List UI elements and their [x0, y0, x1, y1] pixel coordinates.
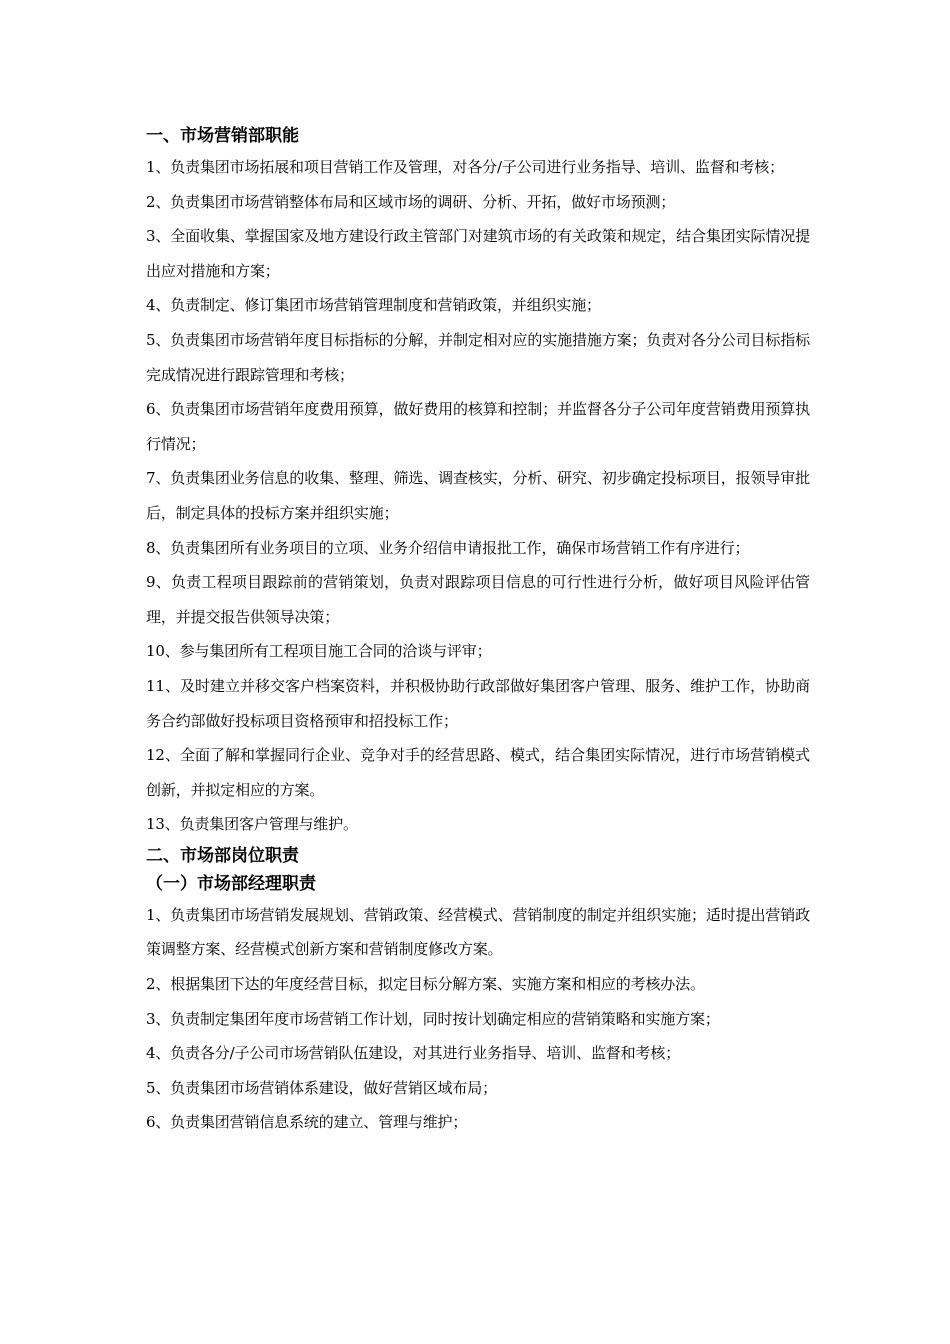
list-item: 9、负责工程项目跟踪前的营销策划，负责对跟踪项目信息的可行性进行分析，做好项目风险评估管理，并提交报告供领导决策； — [146, 573, 810, 626]
list-item: 4、负责各分/子公司市场营销队伍建设，对其进行业务指导、培训、监督和考核； — [146, 1044, 681, 1063]
list-item: 2、根据集团下达的年度经营目标，拟定目标分解方案、实施方案和相应的考核办法。 — [146, 975, 705, 994]
list-item: 5、负责集团市场营销年度目标指标的分解，并制定相对应的实施措施方案；负责对各分公司目标指标完成情况进行跟踪管理和考核； — [146, 330, 810, 384]
list-item: 6、负责集团营销信息系统的建立、管理与维护； — [146, 1113, 468, 1132]
subsection-1-title: （一）市场部经理职责 — [146, 873, 316, 894]
section-2-title: 二、市场部岗位职责 — [146, 845, 299, 866]
section-1-title: 一、市场营销部职能 — [146, 126, 299, 146]
list-item: 6、负责集团市场营销年度费用预算，做好费用的核算和控制；并监督各分子公司年度营销费用预算执行情况； — [146, 400, 810, 453]
list-item: 2、负责集团市场营销整体布局和区域市场的调研、分析、开拓，做好市场预测； — [146, 192, 676, 211]
list-item: 3、全面收集、掌握国家及地方建设行政主管部门对建筑市场的有关政策和规定，结合集团实际情况提出应对措施和方案； — [146, 227, 810, 280]
list-item: 13、负责集团客户管理与维护。 — [146, 815, 358, 834]
document-page — [146, 122, 810, 1140]
list-item: 4、负责制定、修订集团市场营销管理制度和营销政策，并组织实施； — [146, 296, 601, 315]
list-item: 3、负责制定集团年度市场营销工作计划，同时按计划确定相应的营销策略和实施方案； — [146, 1009, 720, 1028]
list-item: 7、负责集团业务信息的收集、整理、筛选、调查核实，分析、研究、初步确定投标项目，报领导审批后，制定具体的投标方案并组织实施； — [146, 469, 810, 522]
list-item: 10、参与集团所有工程项目施工合同的洽谈与评审； — [146, 642, 492, 661]
list-item: 1、负责集团市场营销发展规划、营销政策、经营模式、营销制度的制定并组织实施；适时提出营销政策调整方案、经营模式创新方案和营销制度修改方案。 — [146, 905, 810, 959]
list-item: 5、负责集团市场营销体系建设，做好营销区域布局； — [146, 1078, 497, 1097]
list-item: 12、全面了解和掌握同行企业、竞争对手的经营思路、模式，结合集团实际情况，进行市场营销模式创新，并拟定相应的方案。 — [146, 746, 810, 799]
list-item: 1、负责集团市场拓展和项目营销工作及管理，对各分/子公司进行业务指导、培训、监督和考核； — [146, 158, 785, 176]
section-1-list — [146, 150, 810, 842]
list-item: 11、及时建立并移交客户档案资料，并积极协助行政部做好集团客户管理、服务、维护工作，协助商务合约部做好投标项目资格预审和招投标工作； — [146, 676, 810, 730]
subsection-1-list — [146, 898, 810, 1140]
list-item: 8、负责集团所有业务项目的立项、业务介绍信申请报批工作，确保市场营销工作有序进行； — [146, 538, 750, 557]
